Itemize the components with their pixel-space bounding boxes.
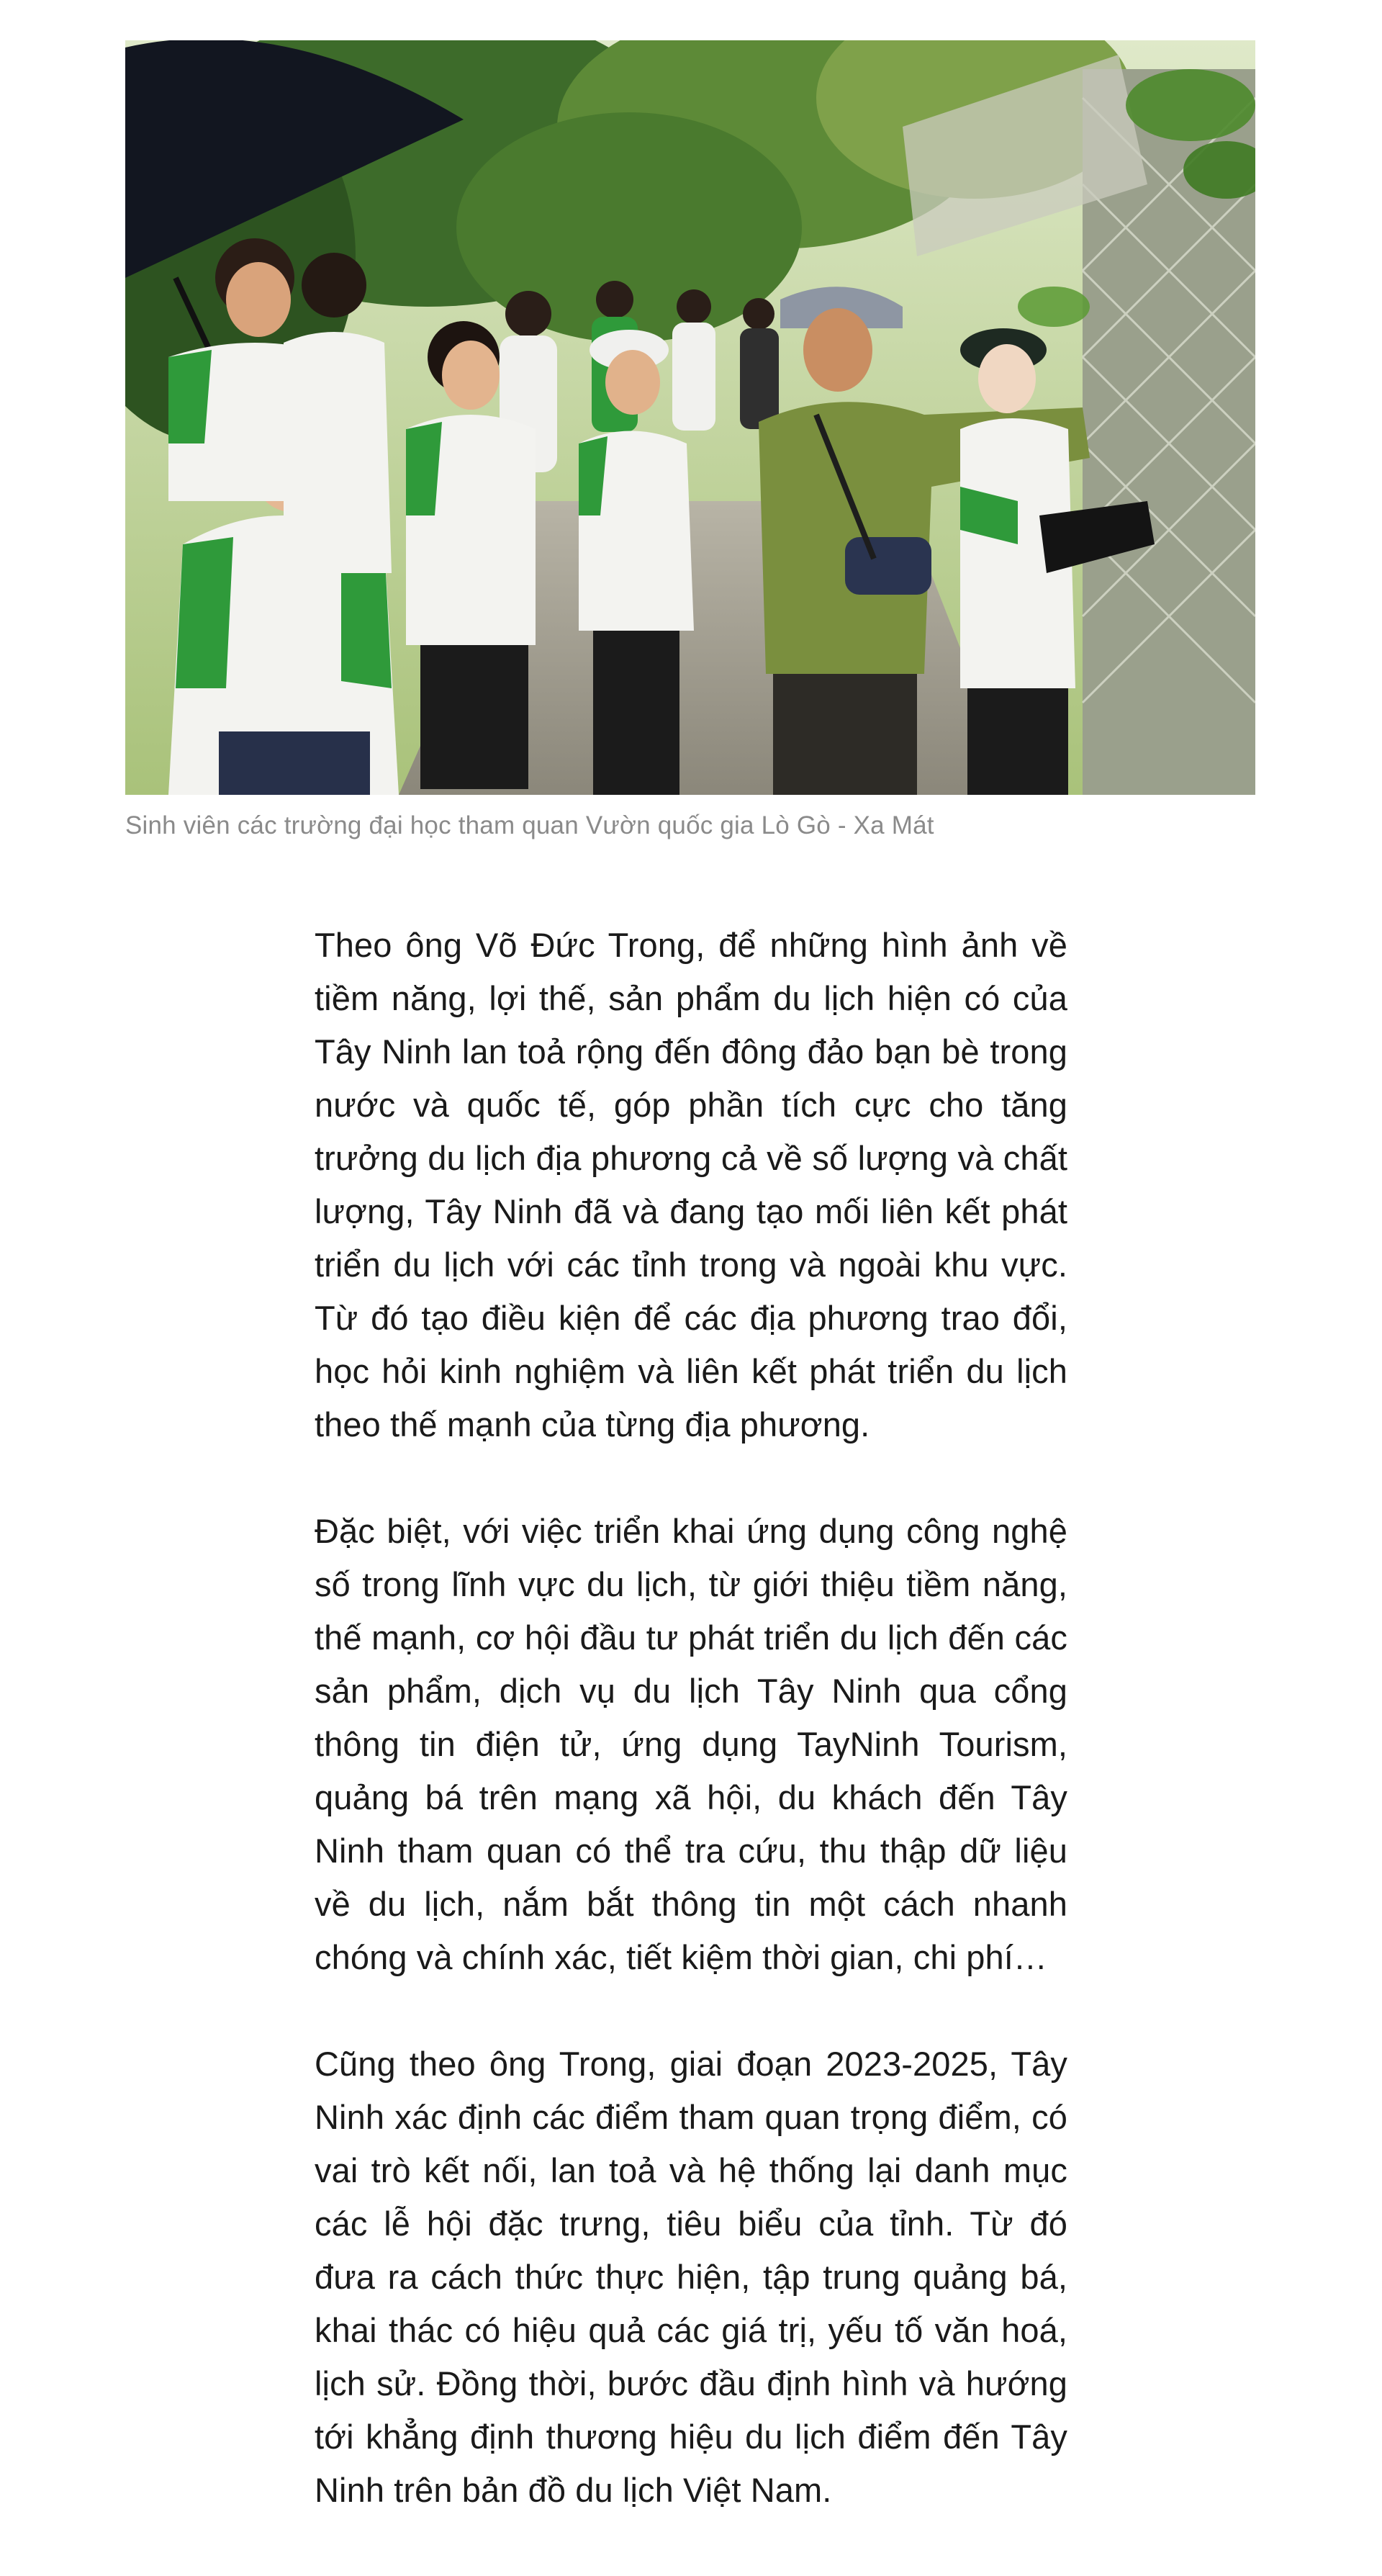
article-body bbox=[315, 919, 1067, 2570]
article-photo bbox=[125, 40, 1255, 795]
group-photo-image bbox=[125, 40, 1255, 795]
article-paragraph: Theo ông Võ Đức Trong, để những hình ảnh về tiềm năng, lợi thế, sản phẩm du lịch hiện có của Tây Ninh lan toả rộng đến đông đảo bạn bè trong nước và quốc tế, góp phần tích cực cho tăng trưởng du lịch địa phương cả về số lượng và chất lượng, Tây Ninh đã và đang tạo mối liên kết phát triển du lịch với các tỉnh trong và ngoài khu vực. Từ đó tạo điều kiện để các địa phương trao đổi, học hỏi kinh nghiệm và liên kết phát triển du lịch theo thế mạnh của từng địa phương. bbox=[315, 926, 1067, 1444]
article-paragraph: Đặc biệt, với việc triển khai ứng dụng công nghệ số trong lĩnh vực du lịch, từ giới thiệu tiềm năng, thế mạnh, cơ hội đầu tư phát triển du lịch đến các sản phẩm, dịch vụ du lịch Tây Ninh qua cổng thông tin điện tử, ứng dụng TayNinh Tourism, quảng bá trên mạng xã hội, du khách đến Tây Ninh tham quan có thể tra cứu, thu thập dữ liệu về du lịch, nắm bắt thông tin một cách nhanh chóng và chính xác, tiết kiệm thời gian, chi phí… bbox=[315, 1512, 1067, 1976]
photo-caption: Sinh viên các trường đại học tham quan Vườn quốc gia Lò Gò - Xa Mát bbox=[125, 811, 934, 839]
article-paragraph: Cũng theo ông Trong, giai đoạn 2023-2025, Tây Ninh xác định các điểm tham quan trọng điểm, có vai trò kết nối, lan toả và hệ thống lại danh mục các lễ hội đặc trưng, tiêu biểu của tỉnh. Từ đó đưa ra cách thức thực hiện, tập trung quảng bá, khai thác có hiệu quả các giá trị, yếu tố văn hoá, lịch sử. Đồng thời, bước đầu định hình và hướng tới khẳng định thương hiệu du lịch điểm đến Tây Ninh trên bản đồ du lịch Việt Nam. bbox=[315, 2045, 1067, 2509]
